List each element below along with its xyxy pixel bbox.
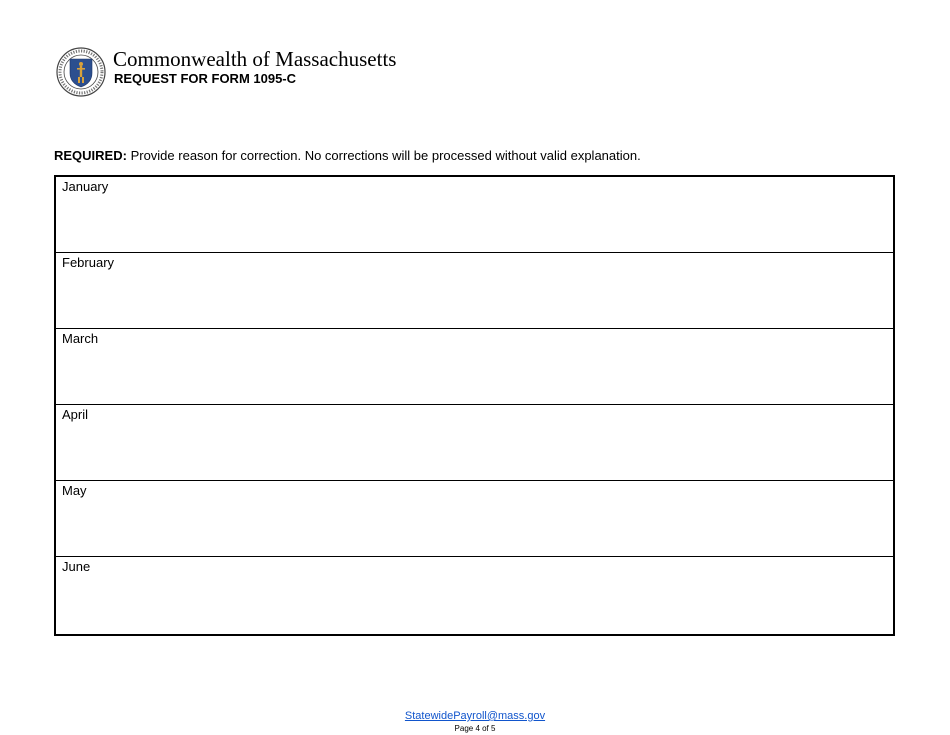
month-label: May [62, 483, 87, 498]
payroll-email-link[interactable]: StatewidePayroll@mass.gov [404, 710, 546, 722]
may-reason-field[interactable] [60, 501, 889, 552]
page-footer [0, 706, 950, 733]
month-label: June [62, 559, 91, 574]
correction-reasons-table [54, 175, 895, 636]
required-text: Provide reason for correction. No corrections will be processed without valid explanation. [126, 148, 641, 163]
month-row-january [56, 177, 893, 253]
month-label: April [62, 407, 89, 422]
month-row-may [56, 481, 893, 557]
required-label: REQUIRED: [54, 148, 127, 163]
february-reason-field[interactable] [60, 273, 889, 324]
month-label: January [62, 179, 109, 194]
month-row-april [56, 405, 893, 481]
month-row-february [56, 253, 893, 329]
april-reason-field[interactable] [60, 425, 889, 476]
month-label: March [62, 331, 99, 346]
required-instructions [54, 148, 641, 164]
january-reason-field[interactable] [60, 197, 889, 248]
massachusetts-seal-icon [56, 47, 106, 97]
month-row-march [56, 329, 893, 405]
june-reason-field[interactable] [60, 577, 889, 630]
organization-name: Commonwealth of Massachusetts [113, 47, 397, 71]
march-reason-field[interactable] [60, 349, 889, 400]
page-header [56, 45, 656, 97]
page-number: Page 4 of 5 [454, 724, 496, 733]
month-row-june [56, 557, 893, 634]
month-label: February [62, 255, 115, 270]
form-title: REQUEST FOR FORM 1095-C [114, 71, 297, 86]
